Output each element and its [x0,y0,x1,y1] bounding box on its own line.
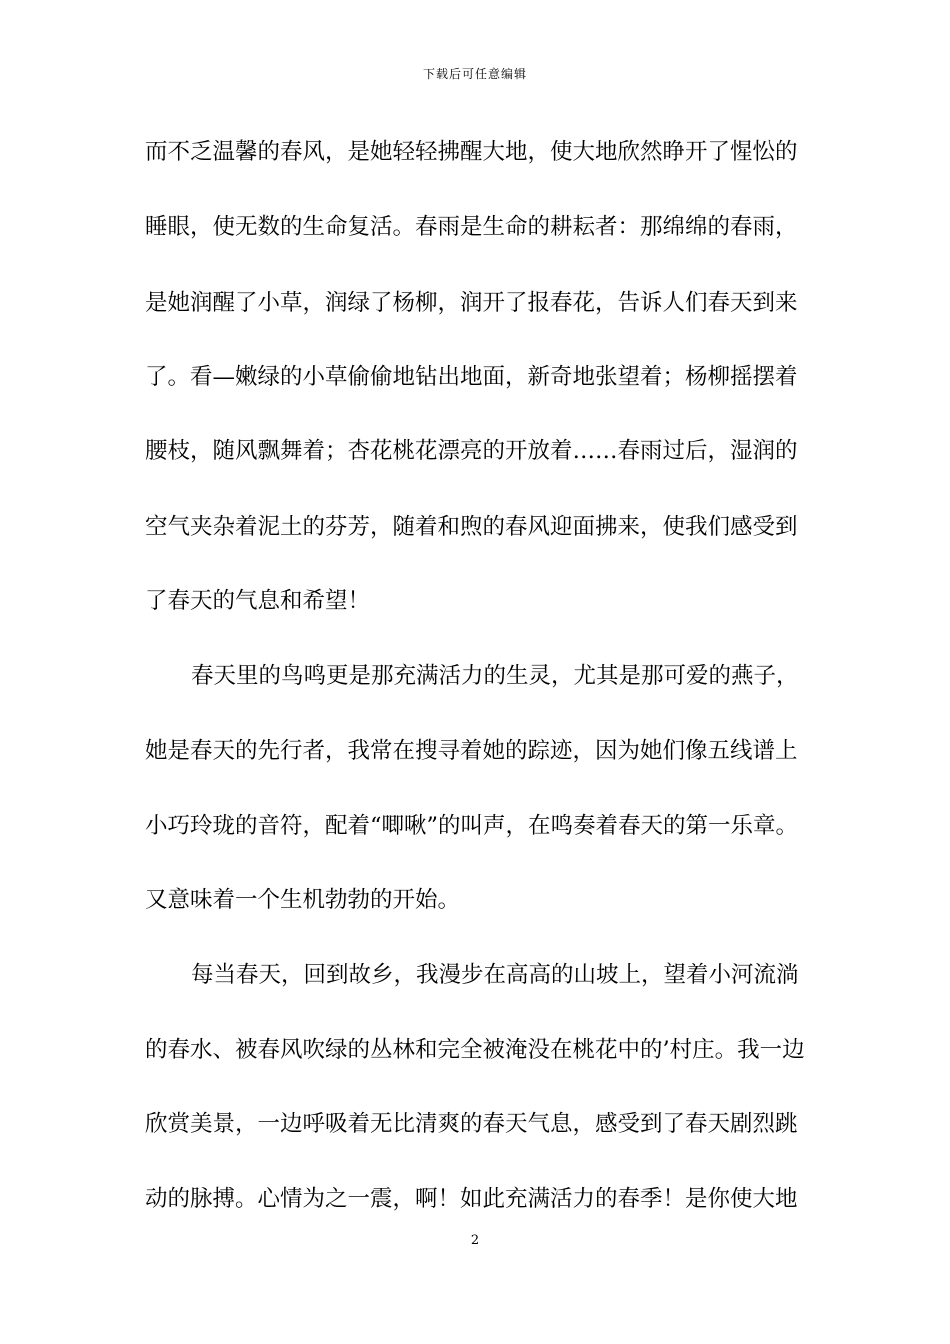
text-line: 睡眼，使无数的生命复活。春雨是生命的耕耘者：那绵绵的春雨， [145,214,798,240]
text-line: 又意味着一个生机勃勃的开始。 [145,887,461,913]
text-line: 小巧玲珑的音符，配着“唧啾”的叫声，在鸣奏着春天的第一乐章。 [145,813,799,839]
page-header: 下载后可任意编辑 [422,67,527,81]
text-line: 了春天的气息和希望！ [145,588,371,614]
text-line: 是她润醒了小草，润绿了杨柳，润开了报春花，告诉人们春天到来 [145,290,798,316]
text-line: 空气夹杂着泥土的芬芳，随着和煦的春风迎面拂来，使我们感受到 [145,514,798,540]
text-line: 而不乏温馨的春风，是她轻轻拂醒大地，使大地欣然睁开了惺忪的 [145,139,798,165]
page-number: 2 [470,1233,480,1248]
text-line: 的春水、被春风吹绿的丛林和完全被淹没在桃花中的’村庄。我一边 [145,1037,805,1063]
text-line: 她是春天的先行者，我常在搜寻着她的踪迹，因为她们像五线谱上 [145,738,798,764]
text-line: 动的脉搏。心情为之一震，啊！如此充满活力的春季！是你使大地 [145,1186,798,1212]
paragraph-first-line: 春天里的鸟鸣更是那充满活力的生灵，尤其是那可爱的燕子， [191,663,799,689]
text-line: 欣赏美景，一边呼吸着无比清爽的春天气息，感受到了春天剧烈跳 [145,1111,798,1137]
text-line: 了。看—嫩绿的小草偷偷地钻出地面，新奇地张望着；杨柳摇摆着 [145,364,798,390]
paragraph-first-line: 每当春天，回到故乡，我漫步在高高的山坡上，望着小河流淌 [191,962,799,988]
text-line: 腰枝，随风飘舞着；杏花桃花漂亮的开放着……春雨过后，湿润的 [145,438,798,464]
